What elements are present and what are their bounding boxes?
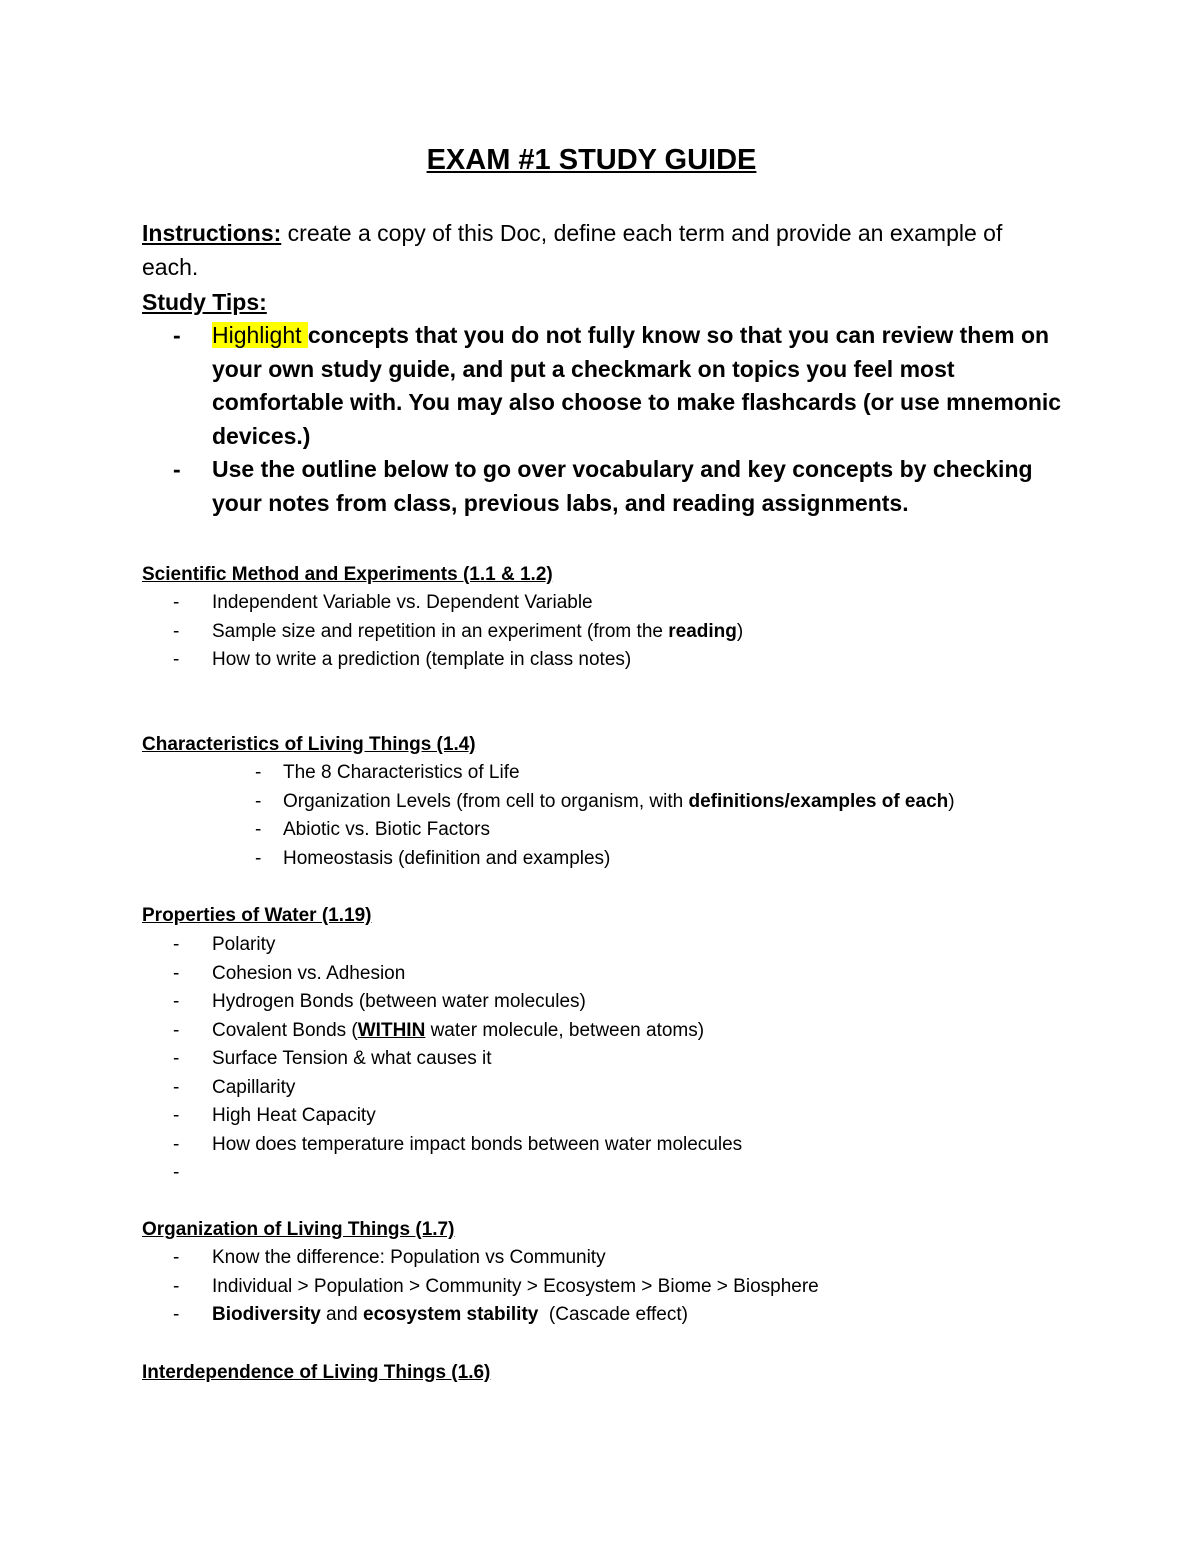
list-item-text: Individual > Population > Community > Ecosystem > Biome > Biosphere [212,1275,819,1297]
list-item [142,960,742,989]
list-dash: - [173,649,180,670]
study-tip-item [142,319,1072,453]
list-item [142,1102,742,1131]
list-dash: - [173,1133,180,1155]
list-item [142,1045,742,1074]
list-item-text: Sample size and repetition in an experiment (from the reading) [212,620,744,642]
study-tip-text: concepts that you do not fully know so that you can review them on your own study guide, and put a checkmark on topics you feel most comfortable with. You may also choose to make flashcards (or use mnemonic devices.) [212,322,1062,449]
list-dash: - [173,1162,180,1183]
list-item [142,1244,819,1273]
list-dash: - [173,1105,180,1126]
list-item-text: Covalent Bonds (WITHIN water molecule, between atoms) [212,1019,705,1041]
list-item-text: Polarity [212,934,276,955]
study-tips-label: Study Tips: [142,289,267,315]
list-item-text: Know the difference: Population vs Community [212,1247,606,1268]
list-item-text: Biodiversity and ecosystem stability (Cascade effect) [212,1304,688,1325]
instructions-label: Instructions: [142,220,282,246]
section-heading-water: Properties of Water (1.19) [142,905,372,926]
list-dash: - [173,934,180,955]
list-dash: - [173,1275,180,1297]
list-item [142,1273,819,1302]
list-item [142,988,742,1017]
list-dash: - [173,991,180,1012]
list-item [142,931,742,960]
list-dash: - [173,1304,180,1325]
section-heading-interdependence: Interdependence of Living Things (1.6) [142,1362,491,1383]
list-dash: - [255,847,262,869]
list-item-text: How does temperature impact bonds between water molecules [212,1133,743,1155]
list-item-text: Homeostasis (definition and examples) [283,847,611,869]
list-dash: - [255,819,262,840]
section-heading-characteristics: Characteristics of Living Things (1.4) [142,734,476,755]
list-item-text: Capillarity [212,1076,296,1098]
list-item [142,618,743,647]
list-item [142,1159,742,1188]
list-item [142,646,743,675]
list-item [213,845,955,874]
instructions-paragraph [142,216,1042,284]
page-title: EXAM #1 STUDY GUIDE [426,144,757,176]
list-dash: - [173,322,181,348]
list-dash: - [173,1019,180,1041]
list-item [213,759,955,788]
water-list [142,931,742,1188]
list-item-text: Surface Tension & what causes it [212,1048,492,1069]
list-dash: - [173,620,180,642]
list-dash: - [173,1048,180,1069]
list-item-text: Organization Levels (from cell to organism, with definitions/examples of each) [283,790,955,812]
list-item-text: Abiotic vs. Biotic Factors [283,819,490,840]
scientific-method-list [142,589,743,675]
list-item-text: Independent Variable vs. Dependent Variable [212,592,593,613]
study-tip-text: Use the outline below to go over vocabulary and key concepts by checking your notes from class, previous labs, and reading assignments. [212,456,1033,516]
study-tip-item [142,453,1072,520]
list-dash: - [255,762,262,783]
list-item-text: Hydrogen Bonds (between water molecules) [212,991,586,1012]
list-item-text [212,1162,217,1183]
list-item [142,1074,742,1103]
list-item-text: The 8 Characteristics of Life [283,762,520,783]
list-item [142,589,743,618]
list-item-text: Cohesion vs. Adhesion [212,962,406,984]
list-item-text: How to write a prediction (template in class notes) [212,649,632,670]
organization-list [142,1244,819,1330]
list-dash: - [173,1076,180,1098]
list-dash: - [173,456,181,482]
list-item [213,788,955,817]
list-item [142,1017,742,1046]
section-heading-scientific-method: Scientific Method and Experiments (1.1 & 1.2) [142,564,553,585]
list-item-text: High Heat Capacity [212,1105,376,1126]
section-heading-organization: Organization of Living Things (1.7) [142,1219,455,1240]
highlighted-word: Highlight [212,322,308,348]
list-dash: - [173,1247,180,1268]
instructions-text: create a copy of this Doc, define each term and provide an example of each. [142,220,1003,280]
list-dash: - [255,790,262,812]
characteristics-list [213,759,955,873]
list-item [142,1301,819,1330]
list-dash: - [173,962,180,984]
list-dash: - [173,592,180,613]
list-item [213,816,955,845]
list-item [142,1131,742,1160]
